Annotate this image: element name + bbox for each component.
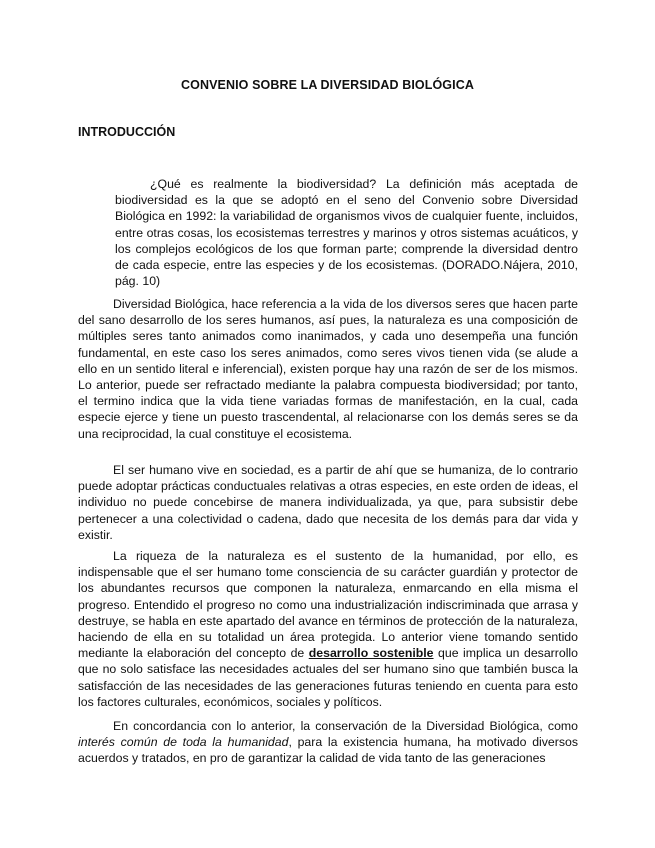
paragraph-1: Diversidad Biológica, hace referencia a la vida de los diversos seres que hacen parte del sano desarrollo de los seres humanos, así pues, la naturaleza es una composición de múltiples seres tanto animados como inanimados, y cada uno desempeña una función fundamental, en este caso los seres animados, como seres vivos tienen vida (se alude a ello en un sentido literal e inferencial), existen porque hay una razón de ser de los mismos. Lo anterior, puede ser refractado mediante la palabra compuesta biodiversidad; por tanto, el termino indica que la vida tiene variadas formas de manifestación, en la cual, cada especie ejerce y tiene un puesto trascendental, al relacionarse con los demás seres se da una reciprocidad, la cual constituye el ecosistema. [78,297,578,441]
paragraph-3 [78,548,578,710]
paragraph-4-text-before: En concordancia con lo anterior, la conservación de la Diversidad Biológica, como [113,719,578,733]
block-quote: ¿Qué es realmente la biodiversidad? La definición más aceptada de biodiversidad es la que se adoptó en el seno del Convenio sobre Diversidad Biológica en 1992: la variabilidad de organismos vivos de cualquier fuente, incluidos, entre otras cosas, los ecosistemas terrestres y marinos y otros sistemas acuáticos, y los complejos ecológicos de los que forman parte; comprende la diversidad dentro de cada especie, entre las especies y de los ecosistemas. (DORADO.Nájera, 2010, pág. 10) [115,177,578,289]
paragraph-2: El ser humano vive en sociedad, es a partir de ahí que se humaniza, de lo contrario puede adoptar prácticas conductuales relativas a otras especies, en este orden de ideas, el individuo no puede concebirse de manera individualizada, ya que, para subsistir debe pertenecer a una colectividad o cadena, dado que necesita de los demás para dar vida y existir. [78,463,578,542]
paragraph-4-text-after: , para la existencia humana, ha motivado diversos acuerdos y tratados, en pro de garantizar la calidad de vida tanto de las generaciones [78,735,578,766]
section-heading: INTRODUCCIÓN [78,125,176,139]
document-title: CONVENIO SOBRE LA DIVERSIDAD BIOLÓGICA [181,78,474,92]
sustainable-development-term: desarrollo sostenible [308,646,434,661]
paragraph-3-text-after: que implica un desarrollo que no solo satisface las necesidades actuales del ser humano sino que también busca la satisfacción de las necesidades de las generaciones futuras teniendo en cuenta para esto los factores culturales, económicos, sociales y políticos. [78,646,578,709]
paragraph-4 [78,718,578,767]
paragraph-3-text-before: La riqueza de la naturaleza es el sustento de la humanidad, por ello, es indispensable que el ser humano tome consciencia de su carácter guardián y protector de los abundantes recursos que componen la naturaleza, enmarcando en ella misma el progreso. Entendido el progreso no como una industrialización indiscriminada que arrasa y destruye, se habla en este apartado del avance en términos de protección de la naturaleza, haciendo de ella en su totalidad un área protegida. Lo anterior viene tomando sentido mediante la elaboración del concepto de [78,549,578,661]
common-interest-phrase: interés común de toda la humanidad [78,735,289,750]
